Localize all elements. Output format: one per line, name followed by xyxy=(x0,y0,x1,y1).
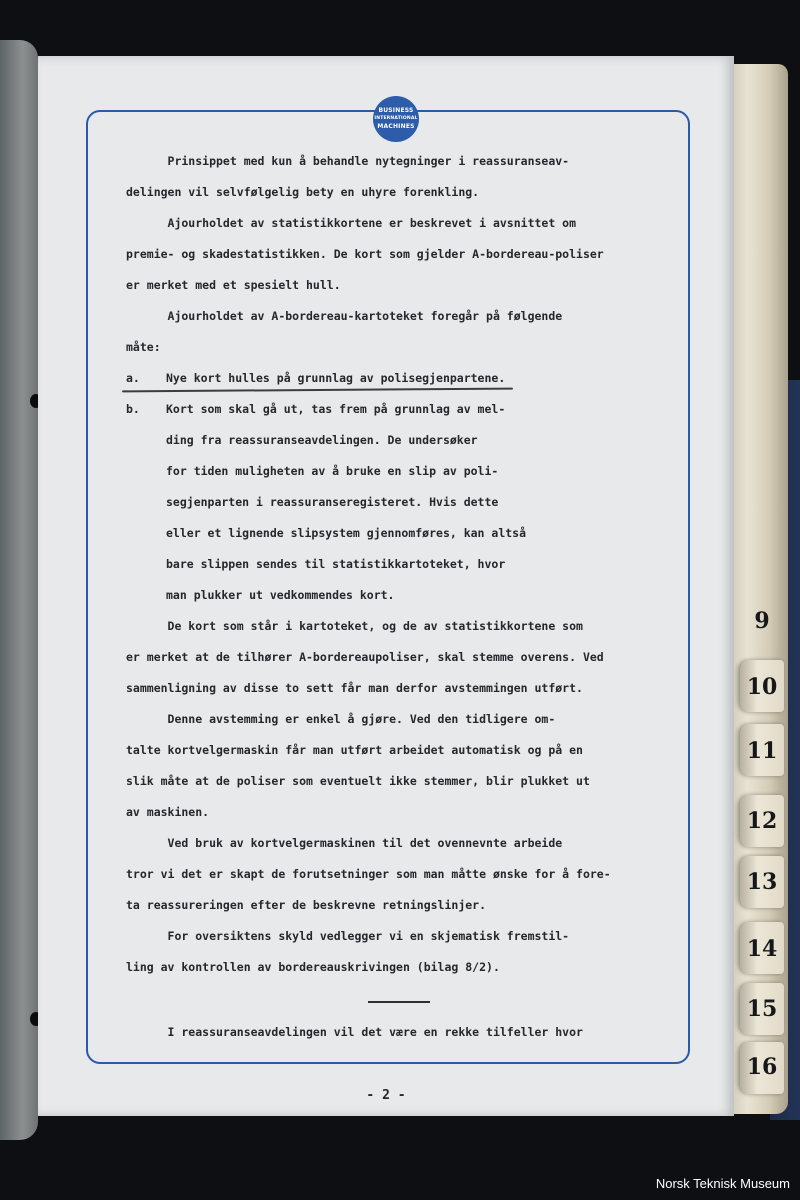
tab-label-10: 10 xyxy=(746,674,778,700)
list-marker: a. xyxy=(126,371,140,385)
text-line: Ajourholdet av statistikkortene er beskrevet i avsnittet om xyxy=(126,216,577,230)
page-number: - 2 - xyxy=(366,1088,406,1103)
underlined-text-line: Nye kort hulles på grunnlag av polisegjenpartene. xyxy=(166,363,505,394)
text-line: ding fra reassuranseavdelingen. De undersøker xyxy=(166,433,478,447)
list-item-b xyxy=(126,394,671,425)
text-line: Ajourholdet av A-bordereau-kartoteket foregår på følgende xyxy=(126,309,563,323)
tab-label-12: 12 xyxy=(746,808,778,834)
text-line: bare slippen sendes til statistikkartoteket, hvor xyxy=(166,557,506,571)
text-line: premie- og skadestatistikken. De kort som gjelder A-bordereau-poliser xyxy=(126,247,604,261)
text-line: For oversiktens skyld vedlegger vi en skjematisk fremstil- xyxy=(126,929,570,943)
text-line: ta reassureringen efter de beskrevne retningslinjer. xyxy=(126,898,487,912)
tab-label-14: 14 xyxy=(746,936,778,962)
text-line: delingen vil selvfølgelig bety en uhyre forenkling. xyxy=(126,185,480,199)
body-text xyxy=(126,146,671,1048)
text-line: er merket at de tilhører A-bordereaupoliser, skal stemme overens. Ved xyxy=(126,650,604,664)
left-page-edge xyxy=(0,40,38,1140)
logo-text-line: BUSINESS xyxy=(378,107,414,114)
section-divider xyxy=(368,1001,430,1003)
text-line: eller et lignende slipsystem gjennomføres, kan altså xyxy=(166,526,527,540)
text-line: I reassuranseavdelingen vil det være en rekke tilfeller hvor xyxy=(126,1025,583,1039)
text-line: De kort som står i kartoteket, og de av statistikkortene som xyxy=(126,619,583,633)
list-marker: b. xyxy=(126,402,140,416)
text-line: Prinsippet med kun å behandle nytegninger i reassuranseav- xyxy=(126,154,570,168)
tab-label-11: 11 xyxy=(746,738,778,764)
logo-text-line: INTERNATIONAL xyxy=(374,116,418,121)
text-line: man plukker ut vedkommendes kort. xyxy=(166,588,395,602)
text-line: er merket med et spesielt hull. xyxy=(126,278,341,292)
list-item-a xyxy=(126,363,671,394)
tab-label-13: 13 xyxy=(746,869,778,895)
tab-label-16: 16 xyxy=(746,1054,778,1080)
text-line: sammenligning av disse to sett får man derfor avstemmingen utført. xyxy=(126,681,583,695)
text-line: av maskinen. xyxy=(126,805,210,819)
text-line: tror vi det er skapt de forutsetninger som man måtte ønske for å fore- xyxy=(126,867,611,881)
text-line: Ved bruk av kortvelgermaskinen til det ovennevnte arbeide xyxy=(126,836,563,850)
business-machines-logo xyxy=(373,96,419,142)
tab-label-9: 9 xyxy=(754,608,770,634)
document-page xyxy=(38,56,734,1116)
text-line: ling av kontrollen av bordereauskrivingen (bilag 8/2). xyxy=(126,960,500,974)
text-line: Kort som skal gå ut, tas frem på grunnlag av mel- xyxy=(166,402,506,416)
text-line: segjenparten i reassuranseregisteret. Hvis dette xyxy=(166,495,499,509)
text-line: for tiden muligheten av å bruke en slip av poli- xyxy=(166,464,499,478)
text-line: slik måte at de poliser som eventuelt ikke stemmer, blir plukket ut xyxy=(126,774,590,788)
tab-label-15: 15 xyxy=(746,996,778,1022)
museum-watermark: Norsk Teknisk Museum xyxy=(655,1176,790,1191)
logo-text-line: MACHINES xyxy=(377,123,415,130)
text-line: talte kortvelgermaskin får man utført arbeidet automatisk og på en xyxy=(126,743,583,757)
text-line: måte: xyxy=(126,340,161,354)
text-line: Denne avstemming er enkel å gjøre. Ved den tidligere om- xyxy=(126,712,556,726)
